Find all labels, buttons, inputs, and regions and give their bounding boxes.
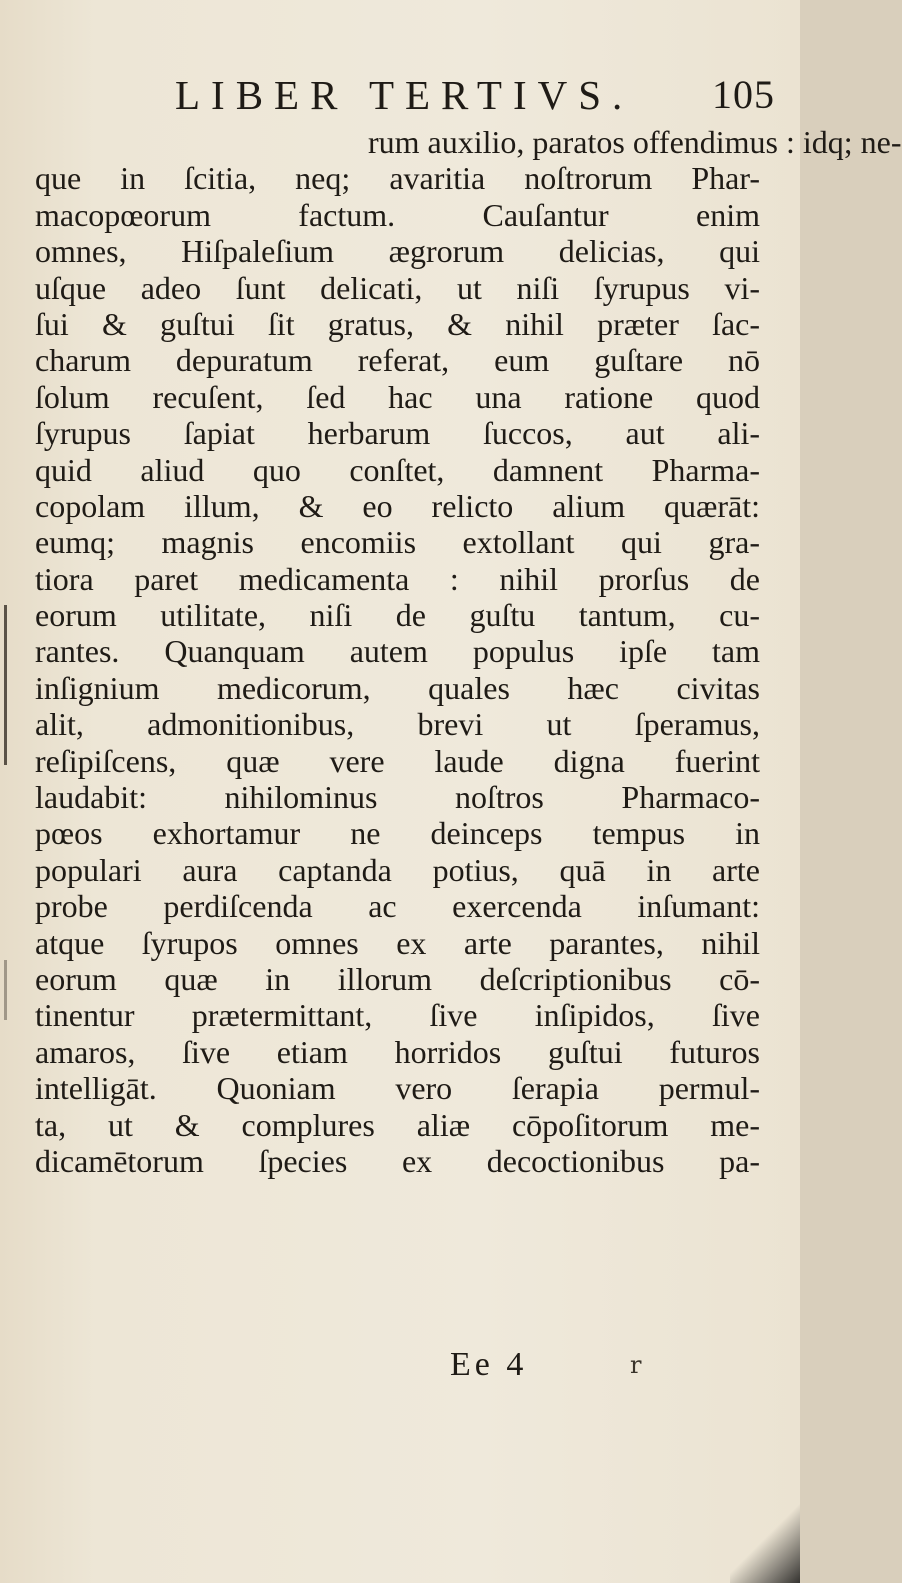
- text-line: omnes, Hiſpaleſium ægrorum delicias, qui: [35, 233, 760, 270]
- text-line: rum auxilio, paratos offendimus : idq; ne-: [368, 124, 902, 160]
- text-line: probe perdiſcenda ac exercenda inſumant:: [35, 888, 760, 925]
- text-line: tinentur prætermittant, ſive inſipidos, ſive: [35, 997, 760, 1034]
- text-line: atque ſyrupos omnes ex arte parantes, nihil: [35, 924, 760, 961]
- catchword: r: [630, 1351, 642, 1379]
- text-line: intelligāt. Quoniam vero ſerapia permul-: [35, 1070, 760, 1107]
- body-text: [35, 124, 902, 1179]
- text-line: quid aliud quo conſtet, damnent Pharma-: [35, 451, 760, 488]
- text-line: copolam illum, & eo relicto alium quærāt:: [35, 487, 760, 524]
- text-line: eorum utilitate, niſi de guſtu tantum, cu-: [35, 597, 760, 634]
- text-line: populari aura captanda potius, quā in arte: [35, 851, 760, 888]
- text-line: ſui & guſtui ſit gratus, & nihil præter ſac-: [35, 305, 760, 342]
- text-line: charum depuratum referat, eum guſtare nō: [35, 342, 760, 379]
- page-header: [175, 70, 795, 120]
- text-line: amaros, ſive etiam horridos guſtui futuros: [35, 1033, 760, 1070]
- text-line: eorum quæ in illorum deſcriptionibus cō-: [35, 960, 760, 997]
- text-line: laudabit: nihilominus noſtros Pharmaco-: [35, 779, 760, 816]
- text-line: alit, admonitionibus, brevi ut ſperamus,: [35, 706, 760, 743]
- text-line: ſolum recuſent, ſed hac una ratione quod: [35, 378, 760, 415]
- text-line: rantes. Quanquam autem populus ipſe tam: [35, 633, 760, 670]
- text-line: macopœorum factum. Cauſantur enim: [35, 196, 760, 233]
- page-corner-shadow: [730, 1493, 800, 1583]
- text-line: ſyrupus ſapiat herbarum ſuccos, aut ali-: [35, 415, 760, 452]
- text-line: uſque adeo ſunt delicati, ut niſi ſyrupus vi-: [35, 269, 760, 306]
- page-number: 105: [712, 72, 775, 117]
- margin-rule: [4, 960, 7, 1020]
- signature-mark: Ee 4: [450, 1346, 528, 1383]
- text-line: tiora paret medicamenta : nihil prorſus de: [35, 560, 760, 597]
- text-line: inſignium medicorum, quales hæc civitas: [35, 669, 760, 706]
- text-line: reſipiſcens, quæ vere laude digna fuerint: [35, 742, 760, 779]
- text-line: dicamētorum ſpecies ex decoctionibus pa-: [35, 1142, 760, 1179]
- text-line: eumq; magnis encomiis extollant qui gra-: [35, 524, 760, 561]
- running-title: LIBER TERTIVS.: [175, 72, 634, 118]
- margin-rule: [4, 605, 7, 765]
- page-footer: [330, 1343, 770, 1387]
- text-line: pœos exhortamur ne deinceps tempus in: [35, 815, 760, 852]
- text-line: que in ſcitia, neq; avaritia noſtrorum Phar-: [35, 160, 760, 197]
- text-line: ta, ut & complures aliæ cōpoſitorum me-: [35, 1106, 760, 1143]
